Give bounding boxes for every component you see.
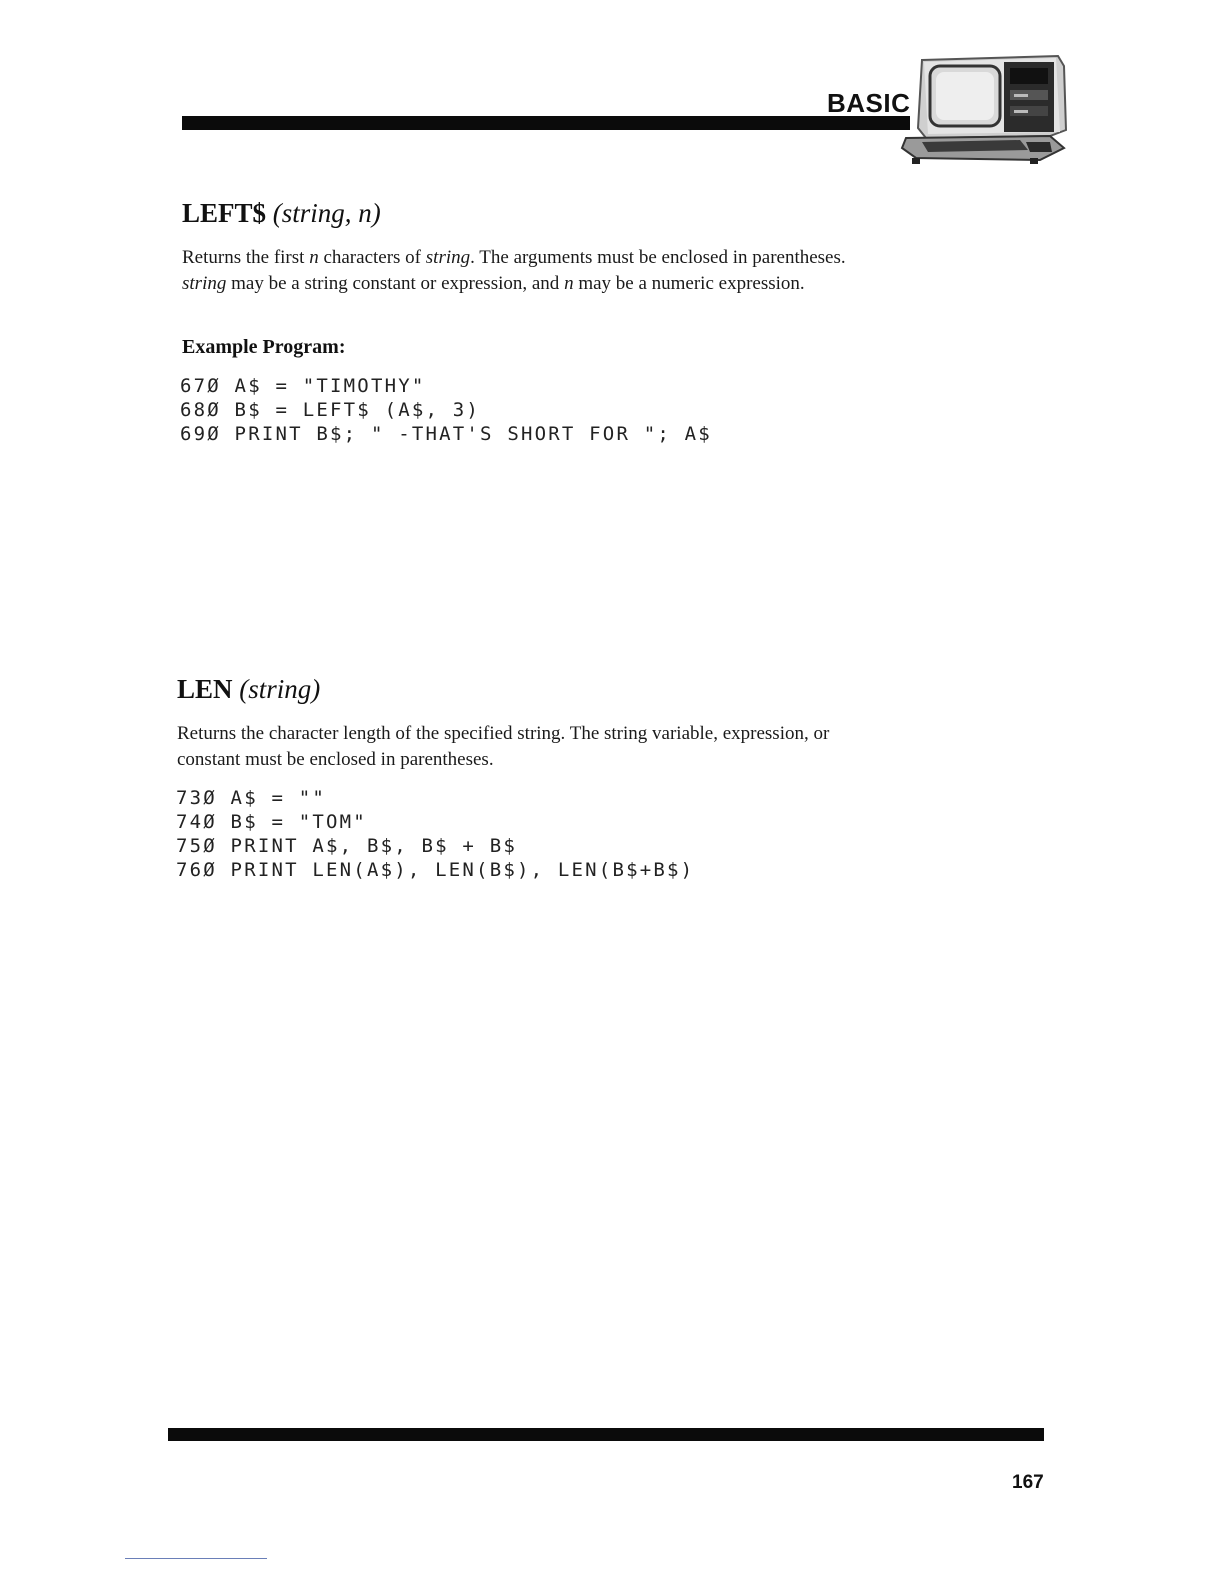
desc-italic: n <box>309 247 319 268</box>
title-args: (string) <box>239 674 321 704</box>
title-args: (string, n) <box>272 198 381 228</box>
desc-text: characters of <box>318 247 426 268</box>
section-title-len <box>177 674 320 705</box>
desc-italic: string <box>182 272 227 294</box>
len-description: Returns the character length of the specified string. The string variable, expression, or constant must be enclosed in parentheses. <box>177 723 830 770</box>
section-title-left <box>182 198 381 229</box>
code-line: 75Ø PRINT A$, B$, B$ + B$ <box>176 835 517 857</box>
code-line: 73Ø A$ = "" <box>176 787 327 809</box>
page-number: 167 <box>1012 1472 1044 1493</box>
title-keyword: LEN <box>177 674 233 704</box>
code-line: 68Ø B$ = LEFT$ (A$, 3) <box>180 399 481 421</box>
desc-italic: n <box>564 272 574 294</box>
code-line: 67Ø A$ = "TIMOTHY" <box>180 375 426 397</box>
desc-text: may be a string constant or expression, and <box>226 272 565 294</box>
footer-rule <box>168 1428 1044 1441</box>
header-rule <box>182 116 910 130</box>
desc-text: may be a numeric expression. <box>573 272 805 294</box>
code-line: 76Ø PRINT LEN(A$), LEN(B$), LEN(B$+B$) <box>176 859 695 881</box>
desc-text: Returns the first <box>182 247 310 268</box>
computer-terminal-icon <box>900 52 1070 174</box>
code-block-len <box>176 786 694 882</box>
code-block-left <box>180 374 712 446</box>
scan-edge-line <box>125 1558 267 1559</box>
example-heading: Example Program: <box>182 336 346 358</box>
desc-text: . The arguments must be enclosed in parentheses. <box>470 247 846 268</box>
title-keyword: LEFT$ <box>182 198 267 228</box>
left-description <box>182 245 882 296</box>
chapter-label: BASIC <box>827 88 911 118</box>
code-line: 74Ø B$ = "TOM" <box>176 811 367 833</box>
desc-italic: string <box>425 247 471 268</box>
code-line: 69Ø PRINT B$; " -THAT'S SHORT FOR "; A$ <box>180 423 712 445</box>
